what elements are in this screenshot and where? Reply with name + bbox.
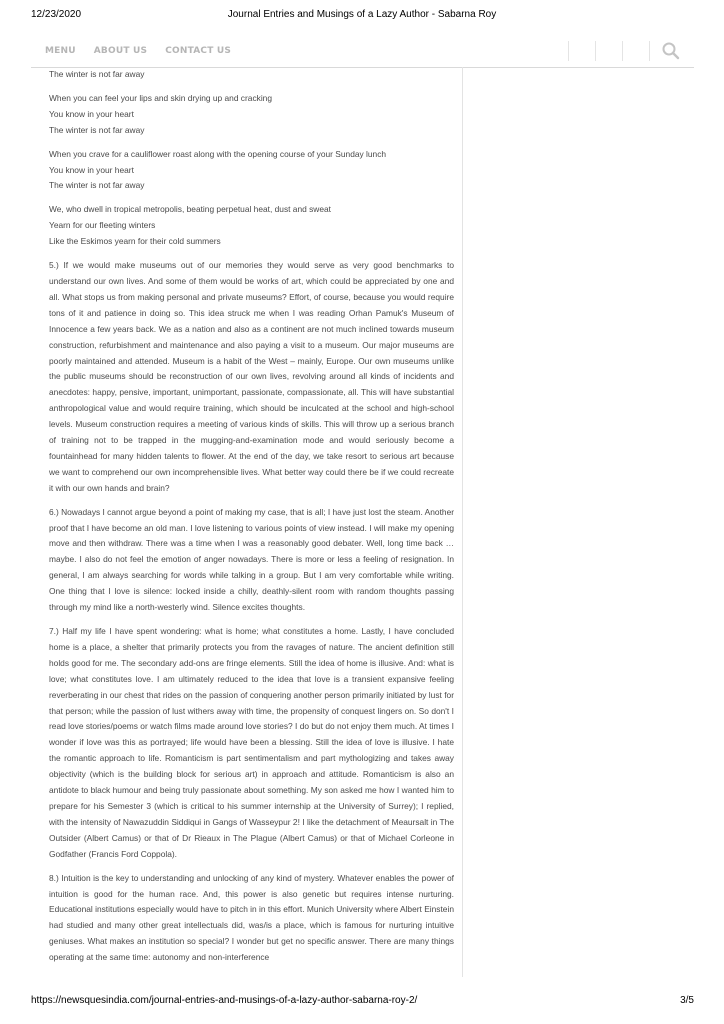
journal-entry-paragraph: 6.) Nowadays I cannot argue beyond a point of making my case, that is all; I have just lost the steam. Another proof that I have become an old man. I love listening to various points of view instead. I will make my opening move and then withdraw. There was a time when I was a reasonably good debater. Well, long time back … maybe. I also do not feel the emotion of anger nowadays. There is more or less a feeling of resignation. In general, I am always searching for words while talking in a group. But I am very comfortable while writing. One thing that I love is silence: locked inside a chilly, deathly-silent room with random thoughts passing through my mind like a north-westerly wind. Silence excites thoughts. bbox=[49, 506, 455, 613]
nav-divider bbox=[622, 41, 649, 61]
poem-line: You know in your heart bbox=[49, 108, 134, 119]
poem-line: The winter is not far away bbox=[49, 124, 145, 135]
article-body bbox=[49, 67, 454, 974]
print-title: Journal Entries and Musings of a Lazy Author - Sabarna Roy bbox=[227, 9, 497, 20]
nav-divider bbox=[568, 41, 595, 61]
poem-line: Like the Eskimos yearn for their cold summers bbox=[49, 236, 221, 247]
poem-line: You know in your heart bbox=[49, 164, 134, 175]
poem-line: Yearn for our fleeting winters bbox=[49, 220, 156, 231]
poem-line: The winter is not far away bbox=[49, 69, 145, 79]
print-url: https://newsquesindia.com/journal-entries-and-musings-of-a-lazy-author-sabarna-roy-2/ bbox=[31, 995, 418, 1006]
poem-line: We, who dwell in tropical metropolis, beating perpetual heat, dust and sweat bbox=[49, 204, 331, 215]
nav-item-about-us[interactable]: ABOUT US bbox=[93, 46, 148, 56]
print-header bbox=[0, 0, 724, 26]
nav-item-menu[interactable]: MENU bbox=[45, 46, 76, 56]
journal-entry-paragraph: 8.) Intuition is the key to understanding and unlocking of any kind of mystery. Whatever enables the power of intuition is good for the human race. And, this power is also genetic but requires intense nurturing. Educational institutions especially would have to pitch in in this effort. Munich University where Albert Einstein had studied and many other great intellectuals did, was/is a place, which is famous for nurturing intuitive geniuses. What makes an institution so special? I wonder but get no specific answer. There are many things operating at the same time: autonomy and non-interference bbox=[49, 872, 454, 963]
poem-line: When you crave for a cauliflower roast along with the opening course of your Sunday lunch bbox=[49, 148, 387, 159]
poem-line: When you can feel your lips and skin drying up and cracking bbox=[49, 92, 272, 103]
print-page-number: 3/5 bbox=[680, 995, 694, 1006]
poem-stanza bbox=[49, 147, 454, 195]
nav-divider bbox=[595, 41, 622, 61]
journal-entry-paragraph: 5.) If we would make museums out of our memories they would serve as very good benchmarks to understand our own lives. And some of them would be works of art, which could be appreciated by one and all. What stops us from making personal and private museums? Effort, of course, because you would require tons of it and patience in doing so. This idea struck me when I was reading Orhan Pamuk's Museum of Innocence a few years back. We as a nation and also as a continent are not much inclined towards museum construction, refurbishment and maintenance and also paying a visit to a museum. Our major museums are poorly maintained and attended. Museum is a habit of the West – mainly, Europe. Our own museums unlike the public museums should be reconstruction of our own lives, revolving around all kinds of incidents and anecdotes: happy, pensive, important, unimportant, passionate, compassionate, all. This will have substantial anthropological value and would require training, which should be inculcated at the school and high-school levels. Museum construction requires a meeting of various kinds of skills. This will throw up a serious branch of training not to be trapped in the mugging-and-examination mode and would seriously become a fountainhead for many hidden talents to flower. At the end of the day, we take resort to serious art because we want to comprehend our own incomprehensible lives. What better way could there be if we could recreate it with our own hands and brain? bbox=[49, 260, 454, 493]
journal-entry-paragraph: 7.) Half my life I have spent wondering: what is home; what constitutes a home. Lastly, I have concluded home is a place, a shelter that primarily protects you from the ravages of nature. The ancient definition still holds good for me. The secondary add-ons are fringe elements. Still the idea of home is illusive. And: what is love; what constitutes love. I am ultimately reduced to the idea that love is a transient expansive feeling reverberating in our chest that rides on the passion of conquering another person primarily initiated by lust for that person; while the passion of lust withers away with time, the propensity of conquest lingers on. So don't I read love stories/poems or watch films made around love stories? I do but do not enjoy them much. At times I wonder if love was this as portrayed; life would have been a blessing. Still the idea of love is illusive. I hate the romantic approach to life. Romanticism is part sentimentalism and part mythologizing and takes away objectivity (which is the building block for serious art) in approach and attitude. Romanticism is also an antidote to black humour and being truly passionate about something. My son asked me how I wanted him to prepare for his Semester 3 (which is critical to his summer internship at the University of Surrey); I replied, with the intensity of Nawazuddin Siddiqui in Gangs of Wasseypur 2! I like the detachment of Meaursalt in The Outsider (Albert Camus) or that of Dr Rieaux in The Plague (Albert Camus) or that of Michael Corleone in Godfather (Francis Ford Coppola). bbox=[49, 626, 454, 859]
poem-line: The winter is not far away bbox=[49, 180, 145, 191]
social-icons-area bbox=[568, 41, 676, 61]
top-navbar bbox=[31, 35, 694, 68]
sidebar-divider bbox=[462, 67, 463, 977]
nav-menu bbox=[45, 46, 231, 56]
search-icon[interactable] bbox=[661, 41, 681, 61]
poem-stanza bbox=[49, 91, 454, 139]
nav-item-contact-us[interactable]: CONTACT US bbox=[165, 46, 232, 56]
poem-stanza bbox=[49, 202, 454, 250]
print-date: 12/23/2020 bbox=[31, 9, 82, 20]
poem-stanza bbox=[49, 67, 454, 83]
